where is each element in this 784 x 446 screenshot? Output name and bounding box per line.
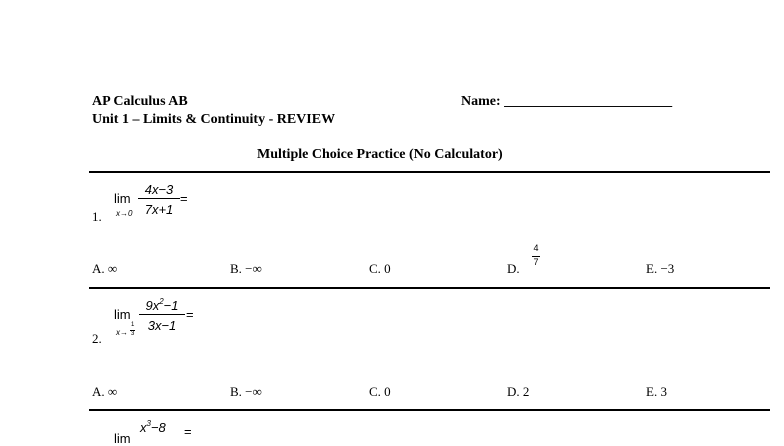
q1-choice-d-num: 4: [533, 243, 539, 253]
q1-choice-d-den: 7: [533, 257, 539, 267]
section-title: Multiple Choice Practice (No Calculator): [257, 147, 503, 162]
q1-number: 1.: [92, 209, 102, 224]
q1-choice-a[interactable]: A. ∞: [92, 261, 118, 276]
q1-lim: lim: [114, 191, 131, 206]
q3-num-post: −8: [150, 420, 166, 435]
q2-choice-d[interactable]: D. 2: [507, 384, 530, 399]
divider-q2: [89, 409, 770, 411]
q2-approach-num: 1: [131, 322, 135, 328]
q2-number: 2.: [92, 331, 102, 346]
q1-equals: =: [180, 191, 188, 206]
q2-fraction-bar: [139, 314, 185, 315]
q3-num-pre: x: [140, 420, 147, 435]
q3-numerator: [140, 419, 182, 435]
q2-lim: lim: [114, 307, 131, 322]
q1-choice-b[interactable]: B. −∞: [230, 261, 262, 276]
q2-approach-prefix: x→: [116, 328, 128, 337]
q2-choice-c[interactable]: C. 0: [369, 384, 391, 399]
q2-denominator: 3x−1: [147, 318, 177, 333]
q2-num-pre: 9x: [145, 298, 160, 313]
q2-choice-e[interactable]: E. 3: [646, 384, 667, 399]
q1-numerator: 4x−3: [144, 182, 174, 197]
q1-choice-c[interactable]: C. 0: [369, 261, 391, 276]
q2-num-post: −1: [163, 298, 179, 313]
q1-choice-e[interactable]: E. −3: [646, 261, 675, 276]
q3-num-exp: 3: [146, 419, 151, 428]
q1-approach: x→0: [116, 209, 133, 218]
unit-title: Unit 1 – Limits & Continuity - REVIEW: [92, 112, 336, 127]
q2-choice-a[interactable]: A. ∞: [92, 384, 118, 399]
name-field: Name: ________________________: [461, 94, 673, 109]
q2-approach-den: 3: [131, 331, 135, 337]
q1-choice-d[interactable]: D.: [507, 261, 520, 276]
q2-choice-b[interactable]: B. −∞: [230, 384, 262, 399]
q1-fraction-bar: [138, 198, 180, 199]
q2-num-exp: 2: [159, 297, 164, 306]
q3-lim: lim: [114, 431, 131, 446]
q2-numerator: [138, 297, 186, 313]
divider-q1: [89, 287, 770, 289]
q1-denominator: 7x+1: [144, 202, 174, 217]
course-title: AP Calculus AB: [92, 94, 188, 109]
q2-equals: =: [186, 307, 194, 322]
divider-top: [89, 171, 770, 173]
q3-equals: =: [184, 424, 192, 439]
